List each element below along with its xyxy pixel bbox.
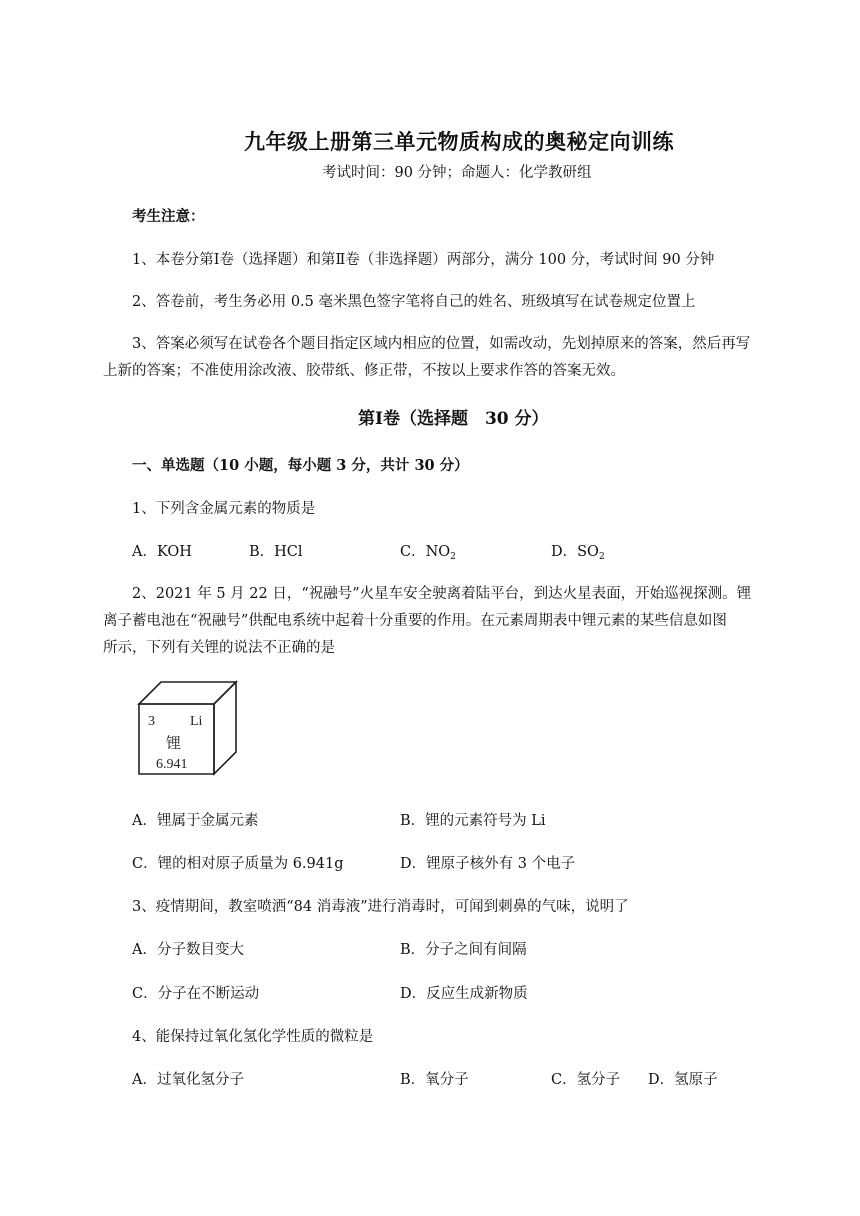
notice-item-2: 2、答卷前，考生务必用 0.5 毫米黑色签字笔将自己的姓名、班级填写在试卷规定位置上 <box>132 294 696 310</box>
notice-item-3-continued: 上新的答案；不准使用涂改液、胶带纸、修正带，不按以上要求作答的答案无效。 <box>103 363 625 379</box>
lithium-element-cube-figure <box>132 680 240 778</box>
question-2-option-c: C．锂的相对原子质量为 6.941g <box>132 856 344 872</box>
question-2-option-a: A．锂属于金属元素 <box>132 813 259 829</box>
question-1-option-c <box>400 540 456 562</box>
atomic-number: 3 <box>148 714 155 729</box>
section-heading: 一、单选题（10 小题，每小题 3 分，共计 30 分） <box>132 457 469 474</box>
part-title: 第Ⅰ卷（选择题 30 分） <box>358 409 549 429</box>
question-2-option-d: D．锂原子核外有 3 个电子 <box>400 856 576 872</box>
option-c-subscript: 2 <box>450 552 456 562</box>
atomic-mass: 6.941 <box>156 757 188 772</box>
question-4-option-d: D．氢原子 <box>648 1072 718 1088</box>
question-4-option-a: A．过氧化氢分子 <box>132 1072 244 1088</box>
page-subtitle: 考试时间：90 分钟；命题人：化学教研组 <box>322 165 592 181</box>
option-d-subscript: 2 <box>598 552 605 562</box>
option-c-formula: C．NO <box>400 544 451 560</box>
question-1-option-a: A．KOH <box>132 544 192 560</box>
question-1-stem: 1、下列含金属元素的物质是 <box>132 501 316 517</box>
option-d-formula: D．SO <box>551 544 599 560</box>
question-1-option-d <box>551 540 605 562</box>
element-symbol: Li <box>190 714 203 729</box>
question-4-stem: 4、能保持过氧化氢化学性质的微粒是 <box>132 1029 374 1045</box>
question-2-option-b: B．锂的元素符号为 Li <box>400 813 546 829</box>
question-2-stem-line-2: 离子蓄电池在“祝融号”供配电系统中起着十分重要的作用。在元素周期表中锂元素的某些信息如图 <box>103 613 727 629</box>
question-4-option-b: B．氧分子 <box>400 1072 469 1088</box>
question-3-option-a: A．分子数目变大 <box>132 942 244 958</box>
notice-item-3: 3、答案必须写在试卷各个题目指定区域内相应的位置，如需改动，先划掉原来的答案，然后再写 <box>132 336 751 352</box>
question-3-option-b: B．分子之间有间隔 <box>400 942 527 958</box>
element-name: 锂 <box>166 734 182 752</box>
question-2-stem-line-1: 2、2021 年 5 月 22 日，“祝融号”火星车安全驶离着陆平台，到达火星表面，开始巡视探测。锂 <box>132 586 752 602</box>
notice-item-1: 1、本卷分第Ⅰ卷（选择题）和第Ⅱ卷（非选择题）两部分，满分 100 分，考试时间 90 分钟 <box>132 252 715 268</box>
question-4-option-c: C．氢分子 <box>551 1072 621 1088</box>
cube-side-face <box>214 682 236 774</box>
question-1-option-b: B．HCl <box>249 544 303 560</box>
cube-top-face <box>139 682 236 704</box>
page-title: 九年级上册第三单元物质构成的奥秘定向训练 <box>244 129 674 154</box>
question-3-stem: 3、疫情期间，教室喷洒“84 消毒液”进行消毒时，可闻到刺鼻的气味，说明了 <box>132 899 629 915</box>
question-3-option-c: C．分子在不断运动 <box>132 986 260 1002</box>
question-2-stem-line-3: 所示，下列有关锂的说法不正确的是 <box>103 640 335 656</box>
question-3-option-d: D．反应生成新物质 <box>400 986 528 1002</box>
notice-heading: 考生注意： <box>132 208 205 225</box>
